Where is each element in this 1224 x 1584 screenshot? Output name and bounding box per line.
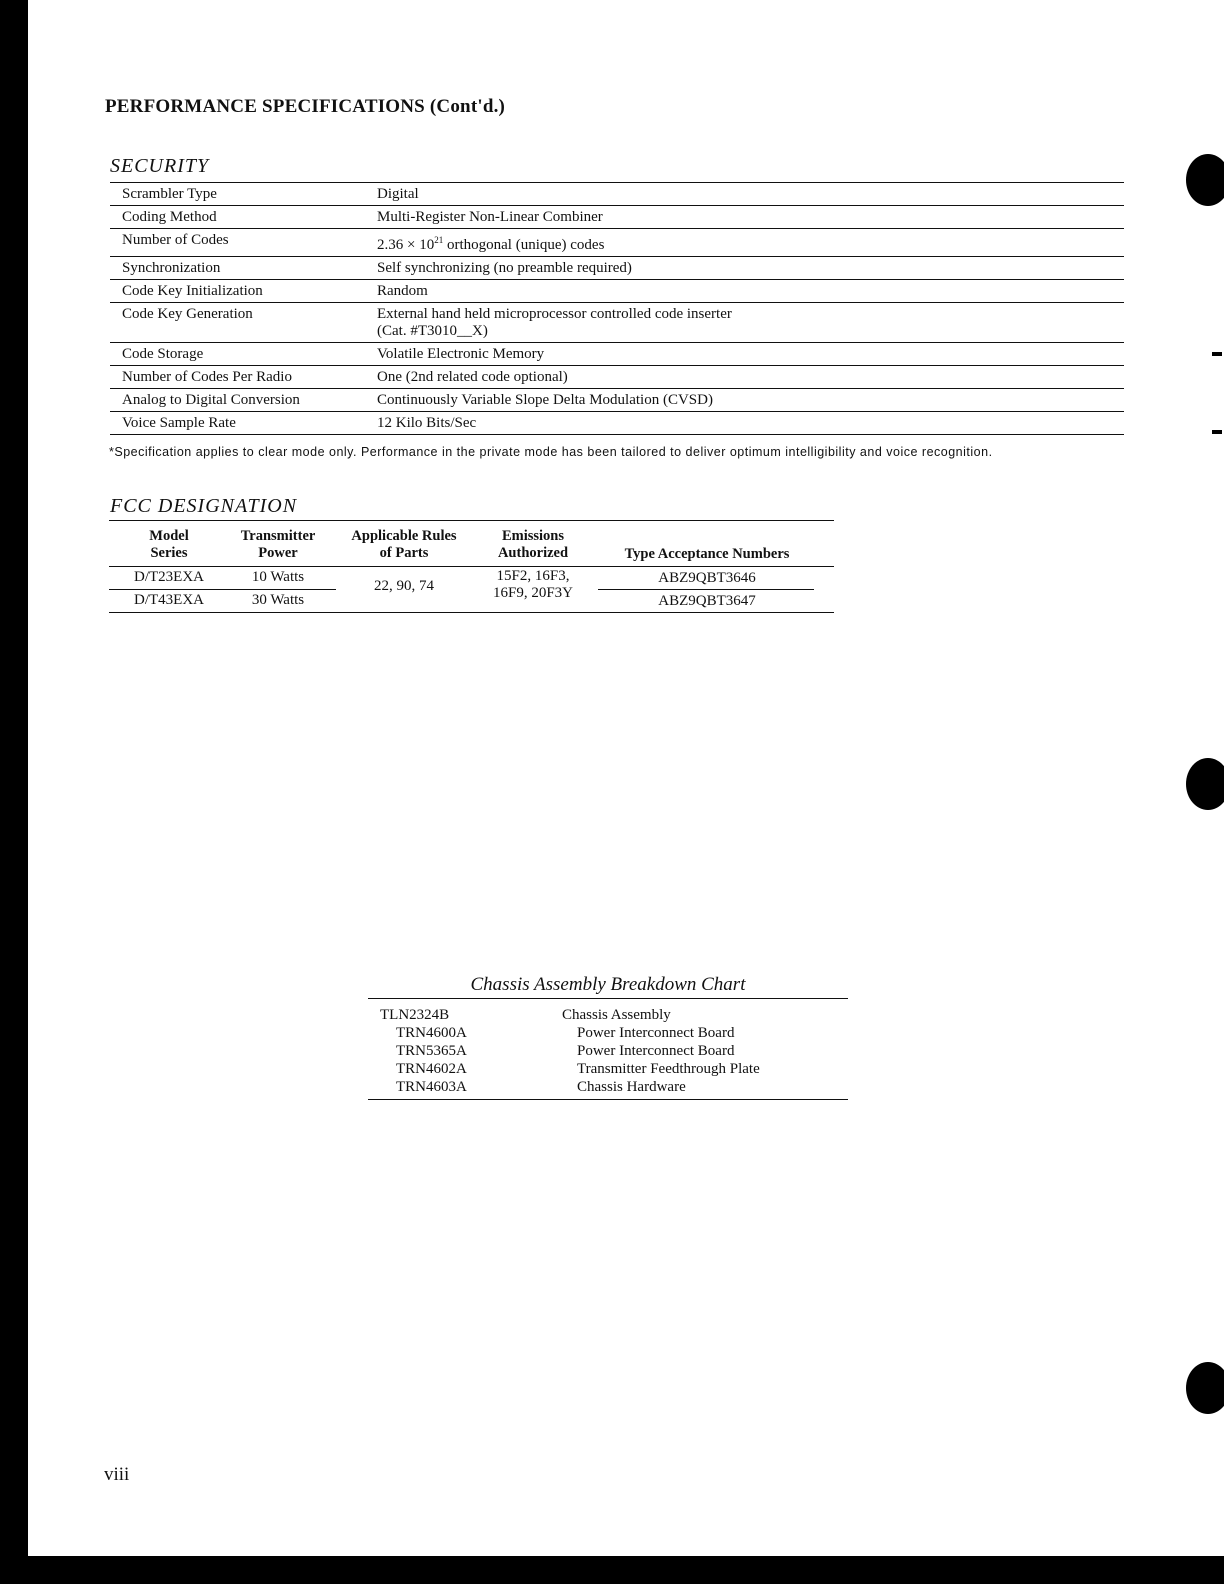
part-number: TRN4600A — [396, 1025, 467, 1041]
table-row — [110, 257, 1124, 280]
spec-value: Self synchronizing (no preamble required) — [374, 257, 1124, 280]
part-description: Chassis Assembly — [562, 1007, 671, 1023]
header-transmitter-power — [228, 528, 328, 562]
header-line: Model — [149, 528, 189, 544]
emissions-line: 15F2, 16F3, — [496, 568, 570, 584]
scan-bottom-edge — [0, 1556, 1224, 1584]
part-description: Power Interconnect Board — [577, 1025, 735, 1041]
fcc-section-title: FCC DESIGNATION — [110, 495, 298, 517]
part-number: TRN4603A — [396, 1079, 467, 1095]
spec-label: Voice Sample Rate — [110, 412, 374, 435]
part-number: TRN4602A — [396, 1061, 467, 1077]
table-rule — [368, 1099, 848, 1100]
spec-value-line: External hand held microprocessor controlled code inserter — [377, 306, 732, 322]
table-rule — [368, 998, 848, 999]
spec-label: Code Key Generation — [110, 303, 374, 343]
chassis-chart-title: Chassis Assembly Breakdown Chart — [470, 974, 746, 995]
spec-label: Number of Codes Per Radio — [110, 366, 374, 389]
spec-value: Continuously Variable Slope Delta Modulation (CVSD) — [374, 389, 1124, 412]
power-cell: 10 Watts — [251, 569, 305, 585]
spec-label: Coding Method — [110, 206, 374, 229]
table-row — [110, 343, 1124, 366]
spec-value-exponent: 21 — [434, 235, 444, 245]
spec-label: Scrambler Type — [110, 183, 374, 206]
security-footnote: *Specification applies to clear mode only. Performance in the private mode has been tailored to deliver optimum intelligibility and voice recognition. — [109, 445, 993, 459]
punch-hole — [1186, 1362, 1224, 1414]
spec-value-rest: orthogonal (unique) codes — [443, 237, 605, 253]
spec-value: Digital — [374, 183, 1124, 206]
spec-value — [374, 303, 1124, 343]
table-row — [110, 366, 1124, 389]
part-description: Transmitter Feedthrough Plate — [577, 1061, 760, 1077]
spec-label: Synchronization — [110, 257, 374, 280]
header-line: Transmitter — [240, 528, 316, 544]
scan-left-edge — [0, 0, 28, 1584]
punch-hole — [1186, 758, 1224, 810]
page-title: PERFORMANCE SPECIFICATIONS (Cont'd.) — [105, 96, 506, 117]
header-line: of Parts — [379, 545, 429, 561]
scan-mark — [1212, 430, 1222, 434]
header-line: Applicable Rules — [351, 528, 457, 544]
page-number: viii — [104, 1464, 130, 1485]
security-section-title: SECURITY — [110, 155, 210, 177]
spec-value: One (2nd related code optional) — [374, 366, 1124, 389]
security-table — [110, 182, 1124, 435]
spec-value: 12 Kilo Bits/Sec — [374, 412, 1124, 435]
header-applicable-rules — [338, 528, 470, 562]
part-description: Chassis Hardware — [577, 1079, 686, 1095]
spec-value: Random — [374, 280, 1124, 303]
table-row — [110, 280, 1124, 303]
part-number: TLN2324B — [380, 1007, 450, 1023]
header-type-acceptance: Type Acceptance Numbers — [624, 546, 790, 562]
header-emissions — [478, 528, 588, 562]
table-row — [110, 229, 1124, 257]
spec-label: Analog to Digital Conversion — [110, 389, 374, 412]
spec-value-base: 2.36 × 10 — [377, 237, 435, 253]
table-rule — [109, 612, 834, 613]
header-line: Power — [258, 545, 298, 561]
table-row — [110, 206, 1124, 229]
type-acceptance-cell: ABZ9QBT3646 — [658, 570, 756, 586]
model-cell: D/T23EXA — [134, 569, 204, 585]
model-cell: D/T43EXA — [134, 592, 204, 608]
power-cell: 30 Watts — [251, 592, 305, 608]
spec-value-line: (Cat. #T3010__X) — [377, 323, 488, 339]
punch-hole — [1186, 154, 1224, 206]
spec-value — [374, 229, 1124, 257]
header-model-series — [120, 528, 218, 562]
spec-label: Code Key Initialization — [110, 280, 374, 303]
table-rule — [109, 520, 834, 521]
table-rule — [598, 589, 814, 590]
emissions-line: 16F9, 20F3Y — [492, 585, 574, 601]
table-row — [110, 303, 1124, 343]
spec-value: Multi-Register Non-Linear Combiner — [374, 206, 1124, 229]
rules-cell: 22, 90, 74 — [374, 578, 434, 594]
spec-label: Number of Codes — [110, 229, 374, 257]
table-rule — [109, 589, 336, 590]
emissions-cell — [478, 568, 588, 602]
scan-mark — [1212, 352, 1222, 356]
spec-label: Code Storage — [110, 343, 374, 366]
type-acceptance-cell: ABZ9QBT3647 — [658, 593, 756, 609]
table-row — [110, 389, 1124, 412]
spec-value: Volatile Electronic Memory — [374, 343, 1124, 366]
table-row — [110, 412, 1124, 435]
part-description: Power Interconnect Board — [577, 1043, 735, 1059]
header-line: Emissions — [501, 528, 565, 544]
table-rule — [109, 566, 834, 567]
part-number: TRN5365A — [396, 1043, 467, 1059]
header-line: Series — [150, 545, 188, 561]
header-line: Authorized — [497, 545, 569, 561]
table-row — [110, 183, 1124, 206]
